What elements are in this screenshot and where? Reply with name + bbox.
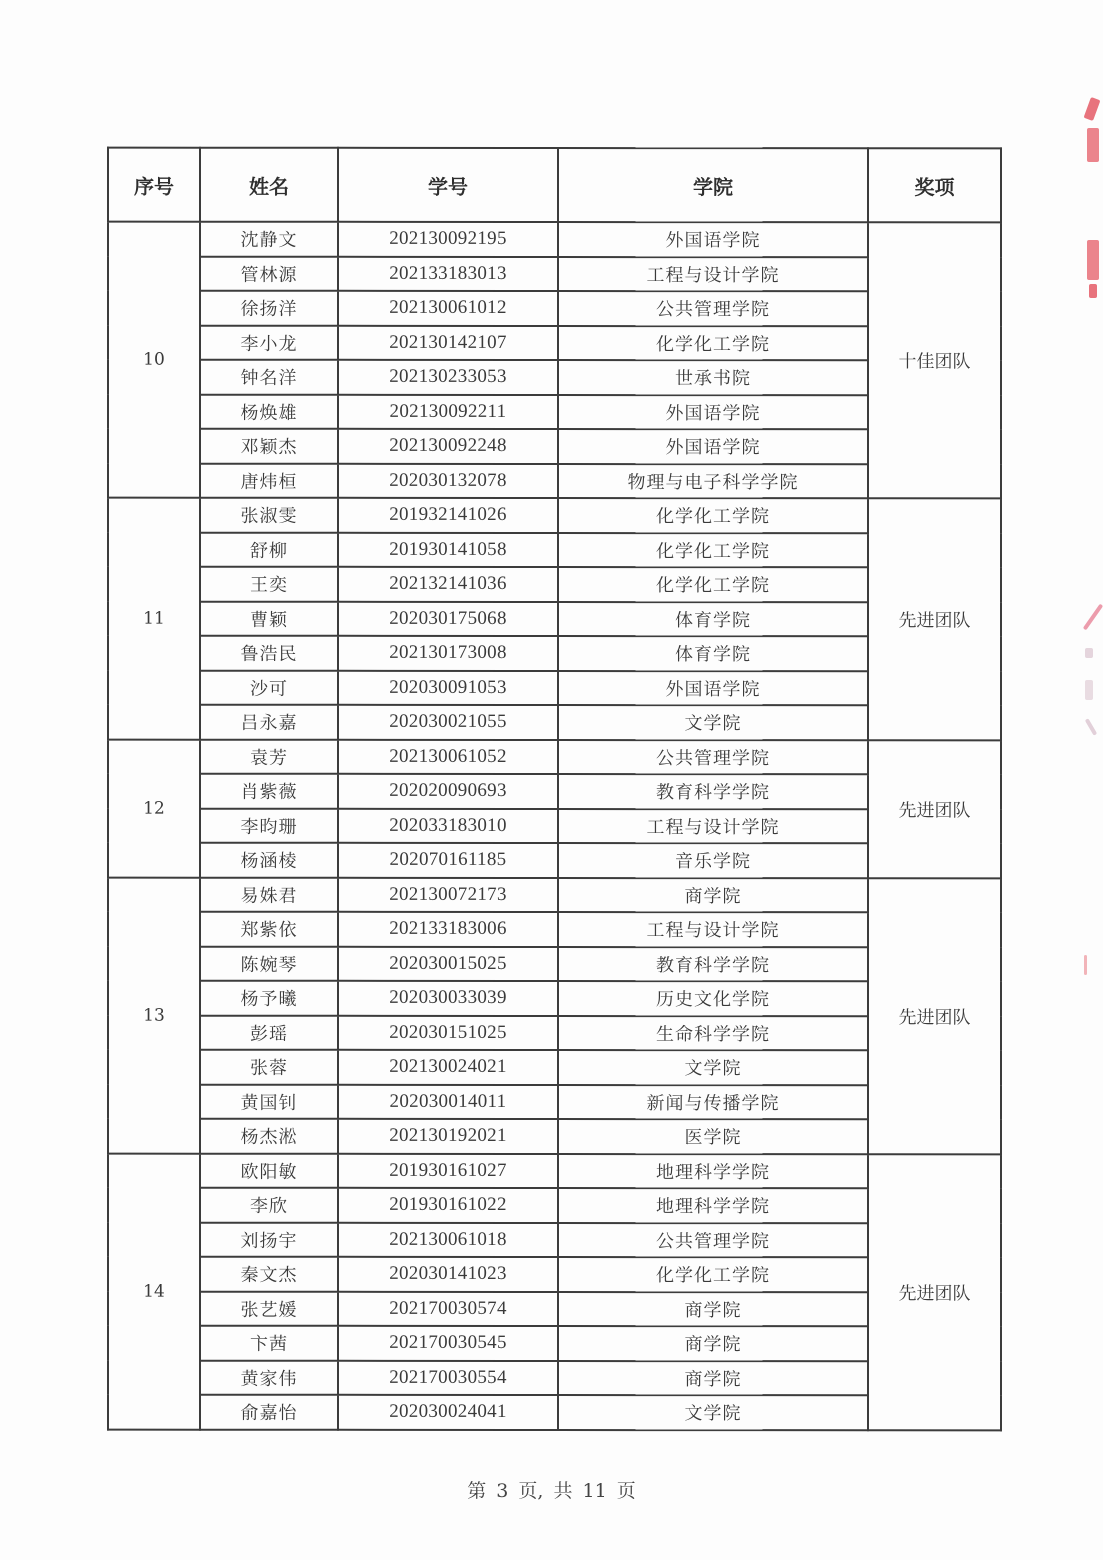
college-cell: 化学化工学院 xyxy=(558,567,868,602)
student-id-cell: 201930141058 xyxy=(338,532,558,567)
table-row xyxy=(108,567,1001,602)
member-name-cell: 舒柳 xyxy=(200,532,338,567)
group-index-cell: 13 xyxy=(108,877,200,1153)
member-name-cell: 杨杰淞 xyxy=(200,1119,338,1154)
seal-fragment xyxy=(1085,680,1093,700)
table-row xyxy=(108,1326,1001,1361)
table-row xyxy=(108,739,1001,774)
table-row xyxy=(108,705,1001,740)
table-row xyxy=(108,877,1001,912)
student-id-cell: 202130092195 xyxy=(338,222,558,257)
student-id-cell: 202030141023 xyxy=(338,1257,558,1292)
table-row xyxy=(108,981,1001,1016)
college-cell: 物理与电子科学学院 xyxy=(558,464,868,499)
seal-fragment xyxy=(1085,648,1093,658)
student-id-cell: 202020090693 xyxy=(338,774,558,809)
student-id-cell: 201930161027 xyxy=(338,1153,558,1188)
seal-fragment xyxy=(1087,128,1099,162)
college-cell: 外国语学院 xyxy=(558,395,868,430)
member-name-cell: 徐扬洋 xyxy=(200,291,338,326)
member-name-cell: 黄家伟 xyxy=(200,1360,338,1395)
member-name-cell: 刘扬宇 xyxy=(200,1222,338,1257)
seal-fragment xyxy=(1083,604,1103,631)
college-cell: 文学院 xyxy=(558,1395,868,1430)
table-row xyxy=(108,394,1001,429)
student-id-cell: 202070161185 xyxy=(338,843,558,878)
table-row xyxy=(108,1360,1001,1395)
member-name-cell: 肖紫薇 xyxy=(200,774,338,809)
table-row xyxy=(108,1153,1001,1188)
award-roster-table xyxy=(107,147,1002,1431)
student-id-cell: 202130173008 xyxy=(338,636,558,671)
table-row xyxy=(108,291,1001,326)
member-name-cell: 沈静文 xyxy=(200,222,338,257)
header-name: 姓名 xyxy=(200,148,338,222)
college-cell: 地理科学学院 xyxy=(558,1154,868,1189)
student-id-cell: 201932141026 xyxy=(338,498,558,533)
student-id-cell: 202130092248 xyxy=(338,429,558,464)
group-index-cell: 14 xyxy=(108,1153,200,1429)
member-name-cell: 黄国钊 xyxy=(200,1084,338,1119)
table-row xyxy=(108,1188,1001,1223)
student-id-cell: 202130072173 xyxy=(338,877,558,912)
member-name-cell: 彭瑶 xyxy=(200,1015,338,1050)
college-cell: 公共管理学院 xyxy=(558,1223,868,1258)
college-cell: 化学化工学院 xyxy=(558,533,868,568)
college-cell: 商学院 xyxy=(558,1326,868,1361)
college-cell: 外国语学院 xyxy=(558,671,868,706)
table-row xyxy=(108,912,1001,947)
table-row xyxy=(108,498,1001,533)
group-award-cell: 十佳团队 xyxy=(868,222,1001,498)
student-id-cell: 202030033039 xyxy=(338,981,558,1016)
table-row xyxy=(108,222,1001,257)
table-row xyxy=(108,636,1001,671)
student-id-cell: 202133183006 xyxy=(338,912,558,947)
table-row xyxy=(108,256,1001,291)
college-cell: 新闻与传播学院 xyxy=(558,1085,868,1120)
table-row xyxy=(108,670,1001,705)
student-id-cell: 202130061012 xyxy=(338,291,558,326)
college-cell: 化学化工学院 xyxy=(558,498,868,533)
member-name-cell: 杨予曦 xyxy=(200,981,338,1016)
group-index-cell: 11 xyxy=(108,498,200,740)
member-name-cell: 邓颖杰 xyxy=(200,429,338,464)
table-row xyxy=(108,325,1001,360)
group-index-cell: 12 xyxy=(108,739,200,877)
member-name-cell: 吕永嘉 xyxy=(200,705,338,740)
seal-fragment xyxy=(1087,240,1099,280)
student-id-cell: 202030132078 xyxy=(338,463,558,498)
college-cell: 医学院 xyxy=(558,1119,868,1154)
college-cell: 化学化工学院 xyxy=(558,1257,868,1292)
college-cell: 工程与设计学院 xyxy=(558,257,868,292)
college-cell: 公共管理学院 xyxy=(558,740,868,775)
student-id-cell: 202130024021 xyxy=(338,1050,558,1085)
group-award-cell: 先进团队 xyxy=(868,878,1001,1154)
header-row xyxy=(108,148,1001,223)
header-student-id: 学号 xyxy=(338,148,558,222)
member-name-cell: 李欣 xyxy=(200,1188,338,1223)
college-cell: 化学化工学院 xyxy=(558,326,868,361)
college-cell: 体育学院 xyxy=(558,636,868,671)
member-name-cell: 张淑雯 xyxy=(200,498,338,533)
member-name-cell: 王奕 xyxy=(200,567,338,602)
table-row xyxy=(108,360,1001,395)
table-row xyxy=(108,601,1001,636)
seal-fragment xyxy=(1085,718,1097,736)
college-cell: 音乐学院 xyxy=(558,843,868,878)
student-id-cell: 202030151025 xyxy=(338,1015,558,1050)
table-row xyxy=(108,1084,1001,1119)
table-row xyxy=(108,843,1001,878)
table-row xyxy=(108,1050,1001,1085)
college-cell: 生命科学学院 xyxy=(558,1016,868,1051)
group-award-cell: 先进团队 xyxy=(868,1154,1001,1430)
table-header xyxy=(108,148,1001,223)
college-cell: 文学院 xyxy=(558,1050,868,1085)
table-row xyxy=(108,1395,1001,1430)
student-id-cell: 202170030554 xyxy=(338,1360,558,1395)
member-name-cell: 唐炜桓 xyxy=(200,463,338,498)
table-row xyxy=(108,1015,1001,1050)
college-cell: 工程与设计学院 xyxy=(558,912,868,947)
student-id-cell: 202132141036 xyxy=(338,567,558,602)
group-index-cell: 10 xyxy=(108,222,200,498)
page-number-footer: 第 3 页, 共 11 页 xyxy=(467,1480,636,1502)
member-name-cell: 杨涵棱 xyxy=(200,843,338,878)
member-name-cell: 欧阳敏 xyxy=(200,1153,338,1188)
college-cell: 教育科学学院 xyxy=(558,774,868,809)
table-row xyxy=(108,774,1001,809)
seal-fragment xyxy=(1084,955,1087,975)
student-id-cell: 202030021055 xyxy=(338,705,558,740)
college-cell: 外国语学院 xyxy=(558,222,868,257)
table-row xyxy=(108,429,1001,464)
student-id-cell: 202030015025 xyxy=(338,946,558,981)
table-row xyxy=(108,532,1001,567)
group-award-cell: 先进团队 xyxy=(868,740,1001,878)
table-row xyxy=(108,946,1001,981)
seal-fragment xyxy=(1084,97,1101,121)
member-name-cell: 李小龙 xyxy=(200,325,338,360)
header-college: 学院 xyxy=(558,148,868,222)
student-id-cell: 202130233053 xyxy=(338,360,558,395)
member-name-cell: 易姝君 xyxy=(200,877,338,912)
table-row xyxy=(108,1119,1001,1154)
student-id-cell: 202030175068 xyxy=(338,601,558,636)
college-cell: 公共管理学院 xyxy=(558,291,868,326)
college-cell: 历史文化学院 xyxy=(558,981,868,1016)
student-id-cell: 202030024041 xyxy=(338,1395,558,1430)
member-name-cell: 鲁浩民 xyxy=(200,636,338,671)
table-row xyxy=(108,1291,1001,1326)
header-award: 奖项 xyxy=(868,148,1001,222)
student-id-cell: 202030091053 xyxy=(338,670,558,705)
member-name-cell: 卞茜 xyxy=(200,1326,338,1361)
college-cell: 商学院 xyxy=(558,1361,868,1396)
member-name-cell: 袁芳 xyxy=(200,739,338,774)
student-id-cell: 201930161022 xyxy=(338,1188,558,1223)
table-body xyxy=(108,222,1001,1430)
table-row xyxy=(108,808,1001,843)
table-row xyxy=(108,463,1001,498)
student-id-cell: 202033183010 xyxy=(338,808,558,843)
seal-fragment xyxy=(1089,284,1097,298)
student-id-cell: 202170030545 xyxy=(338,1326,558,1361)
college-cell: 商学院 xyxy=(558,878,868,913)
member-name-cell: 钟名洋 xyxy=(200,360,338,395)
member-name-cell: 张艺媛 xyxy=(200,1291,338,1326)
student-id-cell: 202130061052 xyxy=(338,739,558,774)
member-name-cell: 张蓉 xyxy=(200,1050,338,1085)
member-name-cell: 郑紫依 xyxy=(200,912,338,947)
student-id-cell: 202130142107 xyxy=(338,325,558,360)
college-cell: 地理科学学院 xyxy=(558,1188,868,1223)
college-cell: 工程与设计学院 xyxy=(558,809,868,844)
college-cell: 外国语学院 xyxy=(558,429,868,464)
college-cell: 商学院 xyxy=(558,1292,868,1327)
student-id-cell: 202030014011 xyxy=(338,1084,558,1119)
member-name-cell: 管林源 xyxy=(200,256,338,291)
college-cell: 世承书院 xyxy=(558,360,868,395)
group-award-cell: 先进团队 xyxy=(868,498,1001,740)
college-cell: 体育学院 xyxy=(558,602,868,637)
member-name-cell: 陈婉琴 xyxy=(200,946,338,981)
member-name-cell: 秦文杰 xyxy=(200,1257,338,1292)
student-id-cell: 202170030574 xyxy=(338,1291,558,1326)
table-row xyxy=(108,1257,1001,1292)
table-row xyxy=(108,1222,1001,1257)
college-cell: 教育科学学院 xyxy=(558,947,868,982)
member-name-cell: 杨焕雄 xyxy=(200,394,338,429)
member-name-cell: 曹颖 xyxy=(200,601,338,636)
student-id-cell: 202130061018 xyxy=(338,1222,558,1257)
header-index: 序号 xyxy=(108,148,200,222)
member-name-cell: 沙可 xyxy=(200,670,338,705)
student-id-cell: 202133183013 xyxy=(338,256,558,291)
member-name-cell: 俞嘉怡 xyxy=(200,1395,338,1430)
student-id-cell: 202130192021 xyxy=(338,1119,558,1154)
member-name-cell: 李昀珊 xyxy=(200,808,338,843)
college-cell: 文学院 xyxy=(558,705,868,740)
student-id-cell: 202130092211 xyxy=(338,394,558,429)
